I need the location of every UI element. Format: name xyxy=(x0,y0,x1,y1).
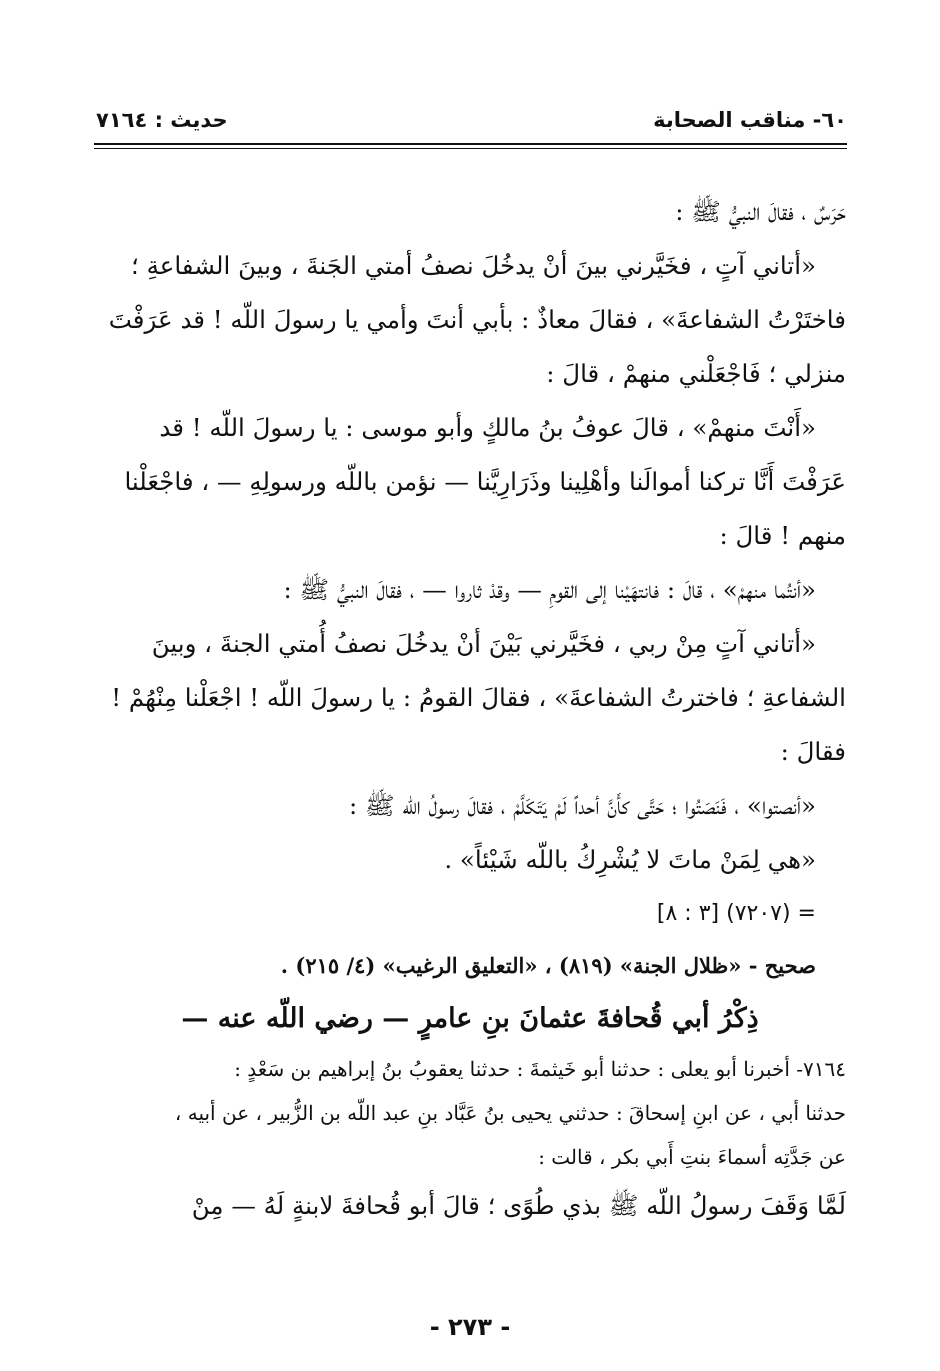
cross-reference: = (٧٢٠٧) [٣ : ٨] xyxy=(656,901,816,926)
text-line: «أتاني آتٍ مِنْ ربي ، فخَيَّرني بَيْنَ أنْ يدخُلَ نصفُ أُمتي الجنةَ ، وبينَ xyxy=(151,629,816,658)
header-divider-thin xyxy=(94,148,847,149)
text-line: فقالَ : xyxy=(780,737,846,766)
chapter-title: ٦٠- مناقب الصحابة xyxy=(653,108,847,132)
header-divider xyxy=(94,143,847,145)
text-line: عَرَفْتَ أَنَّا تركنا أموالَنا وأهْلِينا وذَرَارِيَّنا — نؤمن باللّه ورسولِهِ — ، فاجْعَلْنا xyxy=(124,467,846,496)
page-body xyxy=(94,185,846,1233)
text-line: «أتاني آتٍ ، فخَيَّرني بينَ أنْ يدخُلَ نصفُ أمتي الجَنةَ ، وبينَ الشفاعةِ ؛ xyxy=(131,251,816,280)
text-line: حَرَسٌ ، فقالَ النبيُّ ﷺ : xyxy=(675,197,846,226)
text-line: «هي لِمَنْ ماتَ لا يُشْرِكُ باللّه شَيْئاً» . xyxy=(444,845,816,874)
text-line: «أنتُما منهمْ» ، قالَ : فانتهَيْنا إلى القومِ — وقدْ ثاروا — ، فقالَ النبيُّ ﷺ : xyxy=(283,575,816,604)
text-line: منهم ! قالَ : xyxy=(719,521,846,550)
section-heading: ذِكْرُ أبي قُحافةَ عثمانَ بنِ عامرٍ — رضي اللّه عنه — xyxy=(181,1003,759,1034)
text-line: «أنصتوا» ، فَنَصَتُوا ؛ حَتَّى كأَنَّ أحداً لَمْ يَتَكَلَّمْ ، فقالَ رسولُ اللّه ﷺ : xyxy=(349,791,816,820)
isnad-line: حدثنا أبي ، عن ابنِ إسحاقَ : حدثني يحيى بنُ عَبَّاد بنِ عبد اللّه بن الزُّبير ، عن أبيه ، xyxy=(174,1101,846,1125)
hadith-number: حديث : ٧١٦٤ xyxy=(96,108,228,132)
text-line: منزلي ؛ فَاجْعَلْني منهمْ ، قالَ : xyxy=(546,359,846,388)
isnad-line: ٧١٦٤- أخبرنا أبو يعلى : حدثنا أبو خَيثمةَ : حدثنا يعقوبُ بنُ إبراهيم بن سَعْدٍ : xyxy=(234,1057,846,1081)
text-line: الشفاعةِ ؛ فاخترتُ الشفاعةَ» ، فقالَ القومُ : يا رسولَ اللّه ! اجْعَلْنا مِنْهُمْ ! xyxy=(111,683,846,712)
text-line: «أَنْتَ منهمْ» ، قالَ عوفُ بنُ مالكٍ وأبو موسى : يا رسولَ اللّه ! قد xyxy=(159,413,816,442)
page-number: - ٢٧٣ - xyxy=(429,1313,511,1341)
text-line: لَمَّا وَقَفَ رسولُ اللّه ﷺ بذي طُوًى ؛ قالَ أبو قُحافةَ لابنةٍ لَهُ — مِنْ xyxy=(191,1191,846,1220)
text-line: فاختَرْتُ الشفاعةَ» ، فقالَ معاذٌ : بأبي أنتَ وأمي يا رسولَ اللّه ! قد عَرَفْتَ xyxy=(108,305,846,334)
isnad-line: عن جَدَّتِه أسماءَ بنتِ أَبي بكر ، قالت : xyxy=(538,1145,846,1169)
hadith-grading: صحيح - «ظلال الجنة» (٨١٩) ، «التعليق الرغيب» (٤/ ٢١٥) . xyxy=(280,953,816,978)
